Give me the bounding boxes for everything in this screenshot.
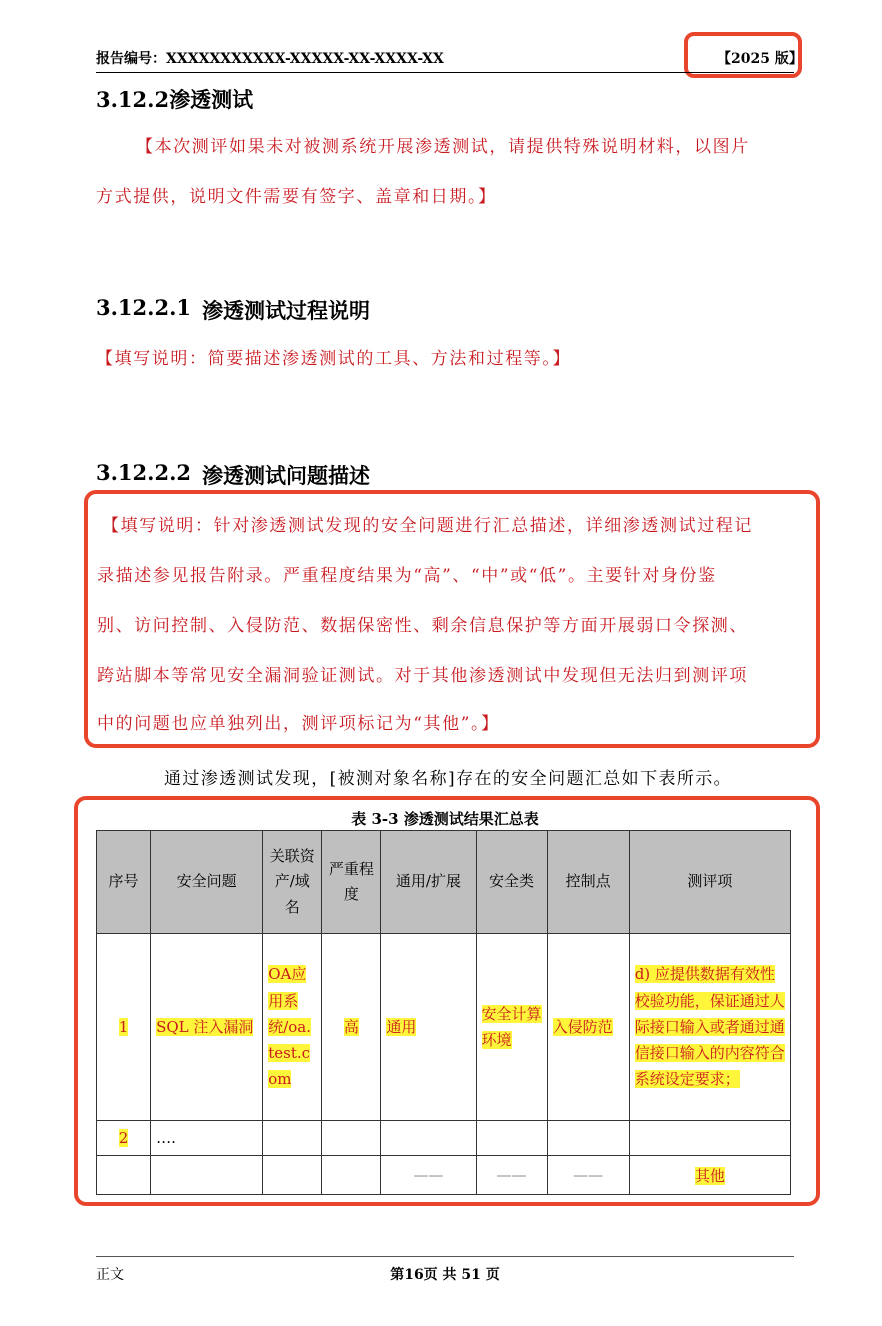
footer-divider [96,1256,794,1257]
instruction-line-4: 跨站脚本等常见安全漏洞验证测试。对于其他渗透测试中发现但无法归到测评项 [97,666,748,686]
subsection-2-number: 3.12.2.2 [96,460,191,485]
row-no [97,1156,151,1195]
header-cell-no: 序号 [97,831,151,934]
instruction-line-1: 【填写说明：针对渗透测试发现的安全问题进行汇总描述，详细渗透测试过程记 [102,516,753,536]
instruction-line-2: 录描述参见报告附录。严重程度结果为“高”、“中”或“低”。主要针对身份鉴 [97,566,717,586]
header-cell-item: 测评项 [629,831,790,934]
row-no: 1 [118,1017,129,1036]
row-control [547,1121,629,1156]
row-scope: 通用 [386,1017,417,1036]
row-no: 2 [118,1129,129,1147]
table-caption: 表 3-3 渗透测试结果汇总表 [351,810,539,828]
row-asset [263,1156,322,1195]
section-title: 3.12.2渗透测试 [96,87,254,112]
subsection-1-number: 3.12.2.1 [96,295,191,320]
header-cell-control: 控制点 [547,831,629,934]
row-scope [381,1121,476,1156]
row-item [629,1121,790,1156]
row-asset: OA应用系统/oa.test.com [268,965,312,1089]
instruction-line-5: 中的问题也应单独列出，测评项标记为“其他”。】 [97,714,500,734]
row-item: 其他 [694,1166,725,1185]
row-issue: …. [151,1121,263,1156]
version-label: 【2025 版】 [717,51,803,67]
row-category: —— [476,1156,547,1195]
header-cell-issue: 安全问题 [151,831,263,934]
subsection-2-title: 渗透测试问题描述 [202,463,370,488]
intro-paragraph: 通过渗透测试发现，[被测对象名称]存在的安全问题汇总如下表所示。 [164,769,733,789]
header-divider [96,72,794,73]
table-row [97,934,791,1121]
header-cell-category: 安全类 [476,831,547,934]
row-severity [322,1156,381,1195]
subsection-1-note: 【填写说明：简要描述渗透测试的工具、方法和过程等。】 [96,349,572,369]
header-cell-severity: 严重程度 [322,831,381,934]
header-cell-scope: 通用/扩展 [381,831,476,934]
row-scope: —— [381,1156,476,1195]
section-note-line-1: 【本次测评如果未对被测系统开展渗透测试，请提供特殊说明材料，以图片 [136,137,750,157]
row-severity [322,1121,381,1156]
instruction-line-3: 别、访问控制、入侵防范、数据保密性、剩余信息保护等方面开展弱口令探测、 [97,616,748,636]
row-control: 入侵防范 [552,1017,613,1036]
table-header-row [97,831,791,934]
subsection-1-title: 渗透测试过程说明 [202,298,370,323]
row-issue [151,1156,263,1195]
report-number: 报告编号：XXXXXXXXXXX-XXXXX-XX-XXXX-XX [96,51,444,67]
table-row [97,1121,791,1156]
row-severity: 高 [343,1017,359,1036]
row-control: —— [547,1156,629,1195]
row-asset [263,1121,322,1156]
footer-section-label: 正文 [96,1267,124,1283]
row-category [476,1121,547,1156]
row-issue: SQL 注入漏洞 [156,1017,254,1036]
table-row [97,1156,791,1195]
section-note-line-2: 方式提供，说明文件需要有签字、盖章和日期。】 [96,187,497,207]
row-category: 安全计算环境 [481,1004,542,1049]
page-number: 第16页 共 51 页 [390,1267,500,1283]
header-cell-asset: 关联资产/域名 [263,831,322,934]
row-item: d) 应提供数据有效性校验功能，保证通过人际接口输入或者通过通信接口输入的内容符合系统设定要求； [634,965,785,1089]
results-table [96,830,791,1195]
